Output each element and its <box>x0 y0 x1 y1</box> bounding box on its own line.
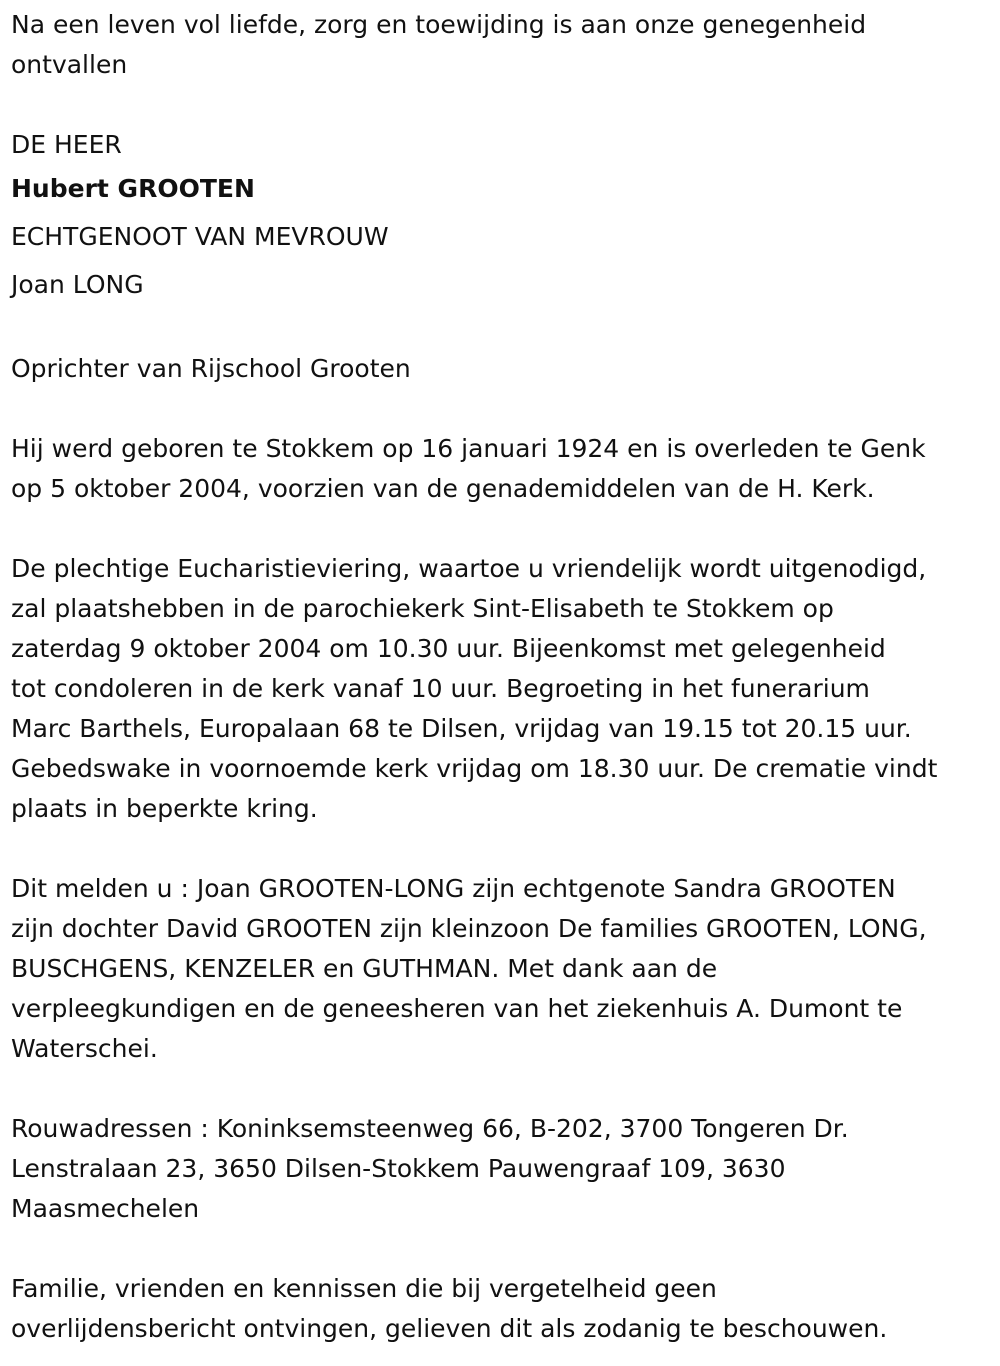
announcement-line: Dit melden u : Joan GROOTEN-LONG zijn echtgenote Sandra GROOTEN <box>11 874 896 903</box>
address-line: Maasmechelen <box>11 1194 200 1223</box>
spacer <box>11 1229 996 1269</box>
person-title: DE HEER <box>11 130 122 159</box>
closing-line: overlijdensbericht ontvingen, gelieven dit als zodanig te beschouwen. <box>11 1314 888 1343</box>
closing-paragraph <box>11 1269 996 1349</box>
ceremony-line: plaats in beperkte kring. <box>11 794 318 823</box>
spacer <box>11 389 996 429</box>
ceremony-line: Marc Barthels, Europalaan 68 te Dilsen, vrijdag van 19.15 tot 20.15 uur. <box>11 714 912 743</box>
spacer <box>11 509 996 549</box>
ceremony-paragraph <box>11 549 996 829</box>
ceremony-line: zal plaatshebben in de parochiekerk Sint-Elisabeth te Stokkem op <box>11 594 834 623</box>
spacer <box>11 1069 996 1109</box>
role-line: Oprichter van Rijschool Grooten <box>11 354 411 383</box>
announcement-line: zijn dochter David GROOTEN zijn kleinzoon De families GROOTEN, LONG, <box>11 914 927 943</box>
spacer <box>11 309 996 349</box>
ceremony-line: zaterdag 9 oktober 2004 om 10.30 uur. Bijeenkomst met gelegenheid <box>11 634 886 663</box>
announcement-line: BUSCHGENS, KENZELER en GUTHMAN. Met dank aan de <box>11 954 718 983</box>
announcement-line: verpleegkundigen en de geneesheren van het ziekenhuis A. Dumont te <box>11 994 903 1023</box>
intro-paragraph <box>11 5 996 85</box>
address-line: Lenstralaan 23, 3650 Dilsen-Stokkem Pauwengraaf 109, 3630 <box>11 1154 786 1183</box>
obituary-document <box>11 5 996 1349</box>
spacer <box>11 829 996 869</box>
person-block <box>11 125 996 309</box>
intro-line: Na een leven vol liefde, zorg en toewijding is aan onze genegenheid <box>11 10 867 39</box>
ceremony-line: De plechtige Eucharistieviering, waartoe u vriendelijk wordt uitgenodigd, <box>11 554 927 583</box>
spacer <box>11 85 996 125</box>
person-name: Hubert GROOTEN <box>11 174 255 203</box>
ceremony-line: Gebedswake in voornoemde kerk vrijdag om 18.30 uur. De crematie vindt <box>11 754 938 783</box>
ceremony-line: tot condoleren in de kerk vanaf 10 uur. Begroeting in het funerarium <box>11 674 870 703</box>
spouse-label: ECHTGENOOT VAN MEVROUW <box>11 222 389 251</box>
address-line: Rouwadressen : Koninksemsteenweg 66, B-202, 3700 Tongeren Dr. <box>11 1114 849 1143</box>
role-paragraph <box>11 349 996 389</box>
addresses-paragraph <box>11 1109 996 1229</box>
birth-death-line: op 5 oktober 2004, voorzien van de genademiddelen van de H. Kerk. <box>11 474 875 503</box>
announcement-line: Waterschei. <box>11 1034 158 1063</box>
announcement-paragraph <box>11 869 996 1069</box>
birth-death-paragraph <box>11 429 996 509</box>
intro-line: ontvallen <box>11 50 128 79</box>
closing-line: Familie, vrienden en kennissen die bij vergetelheid geen <box>11 1274 717 1303</box>
birth-death-line: Hij werd geboren te Stokkem op 16 januari 1924 en is overleden te Genk <box>11 434 926 463</box>
spouse-name: Joan LONG <box>11 270 144 299</box>
